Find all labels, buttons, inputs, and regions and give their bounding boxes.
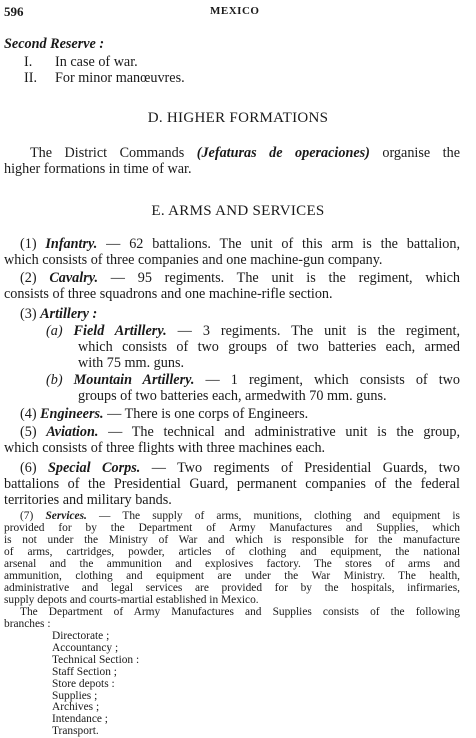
aviation-entry: (5) Aviation. — The technical and administrative unit is the group, <box>20 424 460 440</box>
paragraph-line: which consists of three companies and one machine-gun company. <box>4 252 383 268</box>
paragraph-line: with 75 mm. guns. <box>78 355 185 371</box>
paragraph-line: arsenal and the ammunition and explosives factory. The stores of arms and <box>4 558 460 570</box>
list-item: Store depots : <box>52 677 115 690</box>
paragraph-line: higher formations in time of war. <box>4 161 192 177</box>
paragraph-line: which consists of three flights with three machines each. <box>4 440 326 456</box>
cavalry-entry: (2) Cavalry. — 95 regiments. The unit is the regiment, which <box>20 270 461 286</box>
reserve-item-num: I. <box>24 54 33 70</box>
list-item: Directorate ; <box>52 630 110 642</box>
paragraph-line: ammunition, clothing and equipment are under the War Ministry. The health, <box>4 570 460 582</box>
special-corps-entry: (6) Special Corps. — Two regiments of Presidential Guards, two <box>20 460 461 476</box>
paragraph-line: provided for by the Department of Army Manufactures and Supplies, which <box>4 522 460 534</box>
list-item: Staff Section ; <box>52 665 117 678</box>
list-item: Archives ; <box>52 701 100 714</box>
reserve-item-text: For minor manœuvres. <box>55 70 185 86</box>
list-item: Technical Section : <box>52 653 140 666</box>
engineers-entry: (4) Engineers. — There is one corps of Engineers. <box>20 406 309 422</box>
paragraph-line: supply depots and courts-martial established in Mexico. <box>4 594 259 606</box>
paragraph-line: groups of two batteries each, armedwith 70 mm. guns. <box>78 388 387 404</box>
list-item: Transport. <box>52 725 99 738</box>
paragraph-line: is not under the Ministry of War and which is responsible for the manufacture <box>4 534 460 546</box>
reserve-item-text: In case of war. <box>55 54 138 70</box>
field-artillery-entry: (a) Field Artillery. — 3 regiments. The unit is the regiment, <box>46 323 460 339</box>
paragraph-line: which consists of two groups of two batteries each, armed <box>78 339 460 355</box>
section-heading-d: D. HIGHER FORMATIONS <box>147 110 329 126</box>
paragraph-line: battalions of the Presidential Guard, permanent companies of the federal <box>4 476 460 492</box>
second-reserve-label: Second Reserve : <box>4 36 105 52</box>
paragraph-line: of arms, cartridges, powder, articles of clothing and equipment, the national <box>4 546 460 558</box>
running-title: MEXICO <box>210 5 260 17</box>
paragraph-line: consists of three squadrons and one machine-rifle section. <box>4 286 333 302</box>
mountain-artillery-entry: (b) Mountain Artillery. — 1 regiment, which consists of two <box>46 372 461 388</box>
list-item: Supplies ; <box>52 689 98 702</box>
paragraph-line: branches : <box>4 618 51 630</box>
paragraph-line: administrative and legal services are provided for by the hospitals, infirmaries, <box>4 582 460 594</box>
list-item: Accountancy ; <box>52 641 119 654</box>
list-item: Intendance ; <box>52 713 108 726</box>
artillery-entry: (3) Artillery : <box>20 306 98 322</box>
section-heading-e: E. ARMS AND SERVICES <box>151 203 325 219</box>
reserve-item-num: II. <box>24 70 37 86</box>
paragraph-line: The District Commands (Jefaturas de operaciones) organise the <box>30 145 460 161</box>
page-number: 596 <box>4 4 24 19</box>
infantry-entry: (1) Infantry. — 62 battalions. The unit of this arm is the battalion, <box>20 236 460 252</box>
branches-list <box>52 631 139 738</box>
paragraph-line: The Department of Army Manufactures and Supplies consists of the following <box>20 606 460 618</box>
paragraph-line: territories and military bands. <box>4 492 172 508</box>
services-entry: (7) Services. — The supply of arms, munitions, clothing and equipment is <box>20 510 460 522</box>
